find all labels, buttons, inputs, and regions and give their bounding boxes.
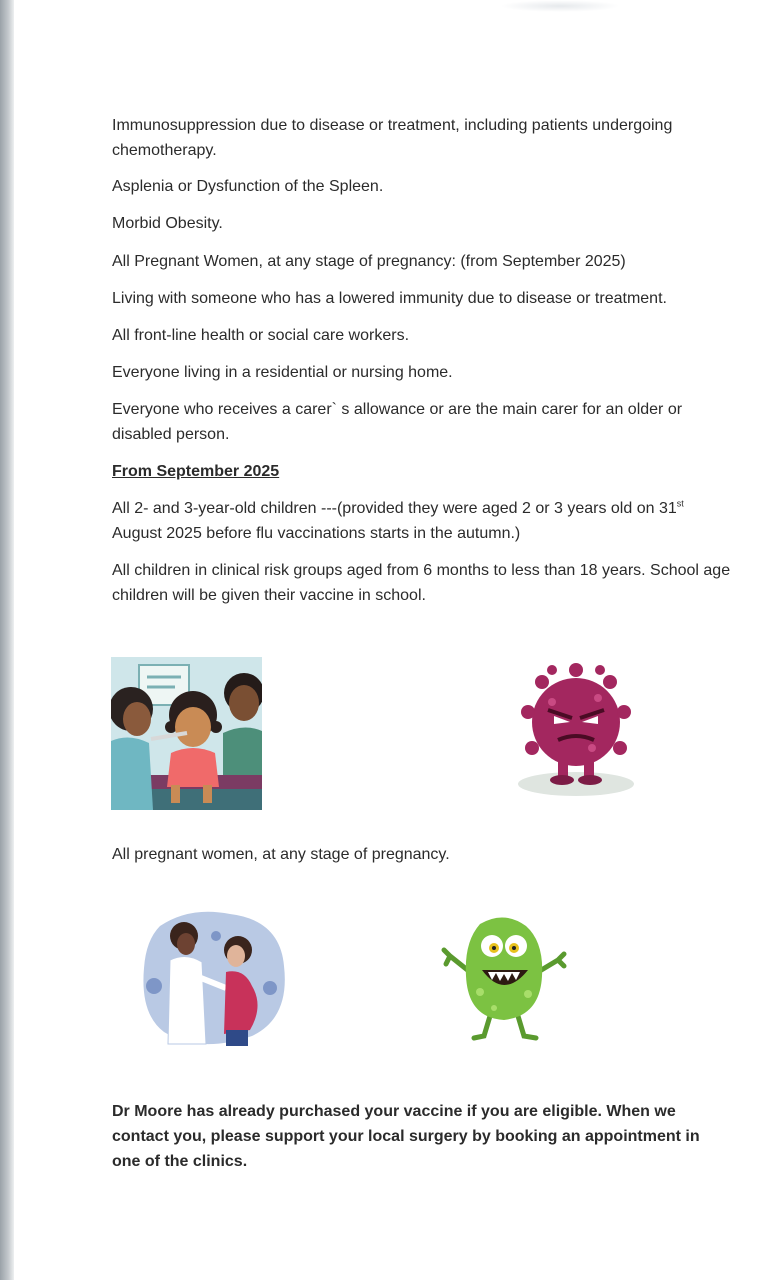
child-nasal-vaccine-illustration	[111, 657, 262, 810]
pregnant-women-caption: All pregnant women, at any stage of pregnancy.	[112, 846, 450, 863]
green-germ-monster-illustration	[440, 912, 568, 1044]
ordinal-suffix: st	[676, 498, 684, 509]
scan-smudge	[500, 0, 620, 12]
children-text-post: August 2025 before flu vaccinations starts in the autumn.)	[112, 525, 521, 542]
pregnant-woman-vaccination-illustration	[140, 906, 288, 1046]
eligibility-item: Everyone living in a residential or nursing home.	[112, 364, 453, 381]
eligibility-item: Asplenia or Dysfunction of the Spleen.	[112, 178, 384, 195]
clinical-risk-children: All children in clinical risk groups aged from 6 months to less than 18 years. School age children will be given their vaccine in school.	[112, 562, 731, 604]
eligibility-item: All front-line health or social care workers.	[112, 327, 410, 344]
eligibility-item: Morbid Obesity.	[112, 215, 223, 232]
eligibility-item: Immunosuppression due to disease or treatment, including patients undergoing chemotherapy.	[112, 117, 673, 159]
eligibility-item: All Pregnant Women, at any stage of pregnancy: (from September 2025)	[112, 253, 626, 270]
children-text-pre: All 2- and 3-year-old children ---(provided they were aged 2 or 3 years old on 31	[112, 500, 677, 517]
eligibility-item: Everyone who receives a carer` s allowance or are the main carer for an older or disabled person.	[112, 401, 683, 443]
page-edge-shadow	[0, 0, 14, 1280]
closing-message: Dr Moore has already purchased your vaccine if you are eligible. When we contact you, please support your local surgery by booking an appointment in one of the clinics.	[112, 1103, 700, 1170]
purple-virus-character-illustration	[512, 652, 642, 802]
children-eligibility	[112, 496, 732, 546]
eligibility-item: Living with someone who has a lowered immunity due to disease or treatment.	[112, 290, 667, 307]
section-heading: From September 2025	[112, 463, 280, 480]
